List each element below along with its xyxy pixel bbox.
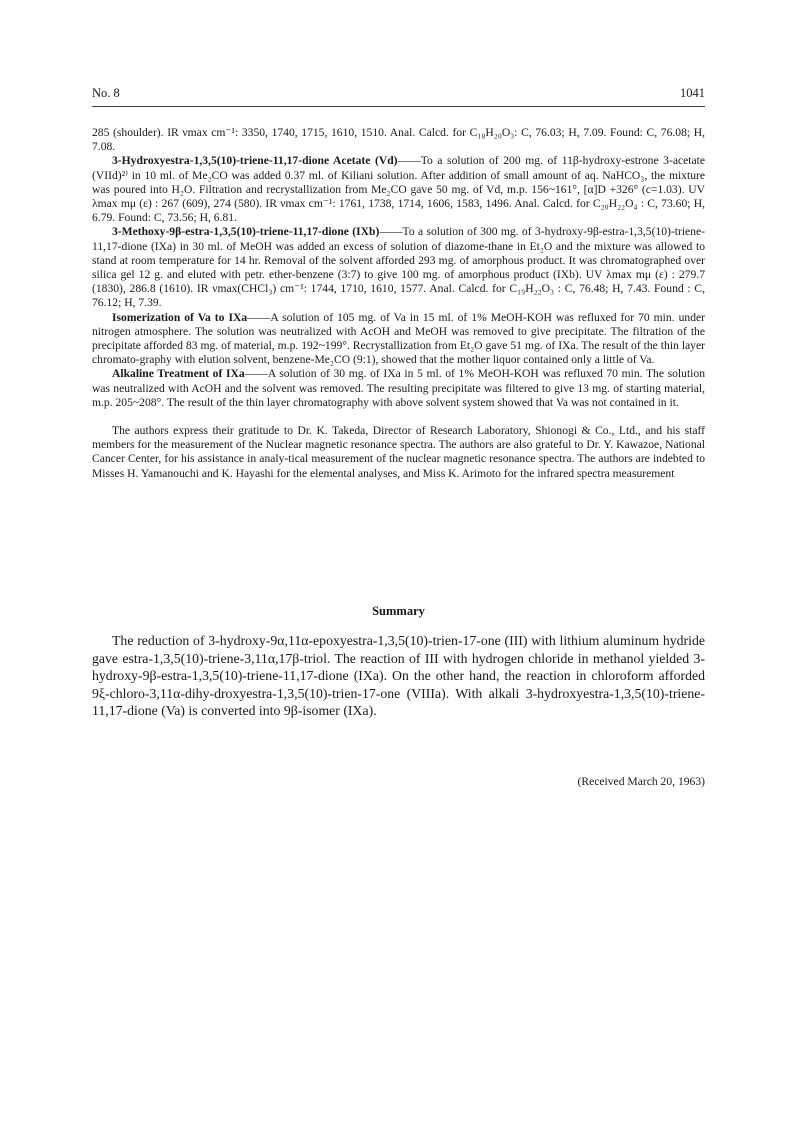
isomerization-body: ——A solution of 105 mg. of Va in 15 ml. of 1% MeOH-KOH was refluxed for 70 min. under nitrogen atmosphere. The solution was neutralized with AcOH and MeOH was removed to give precipitate. The filtration of the precipitate afforded 83 mg. of material, m.p. 192~199°. Recrystallization from Et₂O gave 51 mg. of IXa. The result of the thin layer chromato-graphy with elution solvent, benzene-Me₂CO (9:1), showed that the mother liquor contained only a little of Va.	[92, 310, 705, 367]
acknowledgements: The authors express their gratitude to Dr. K. Takeda, Director of Research Laboratory, Shionogi & Co., Ltd., and his staff members for the measurement of the Nuclear magnetic resonance spectra. The authors are also grateful to Dr. Y. Kawazoe, National Cancer Center, for his assistance in analy-tical measurement of the nuclear magnetic resonance spectra. The authors are indebted to Misses H. Yamanouchi and K. Hayashi for the elemental analyses, and Miss K. Arimoto for the infrared spectra measurement	[92, 424, 705, 480]
alkaline-body: ——A solution of 30 mg. of IXa in 5 ml. of 1% MeOH-KOH was refluxed 70 min. The solution was neutralized with AcOH and the solvent was removed. The resulting precipitate was filtered to give 13 mg. of starting material, m.p. 205~208°. The result of the thin layer chromatography with above solvent system showed that Va was not contained in it.	[92, 367, 705, 409]
paragraph-ixb	[92, 225, 705, 310]
paragraph-vd-body: ——To a solution of 200 mg. of 11β-hydroxy-estrone 3-acetate (VIId)²⁾ in 10 ml. of Me₂CO was added 0.37 ml. of Kiliani solution. After addition of small amount of aq. NaHCO₃, the mixture was poured into H₂O. Filtration and recrystallization from Me₂CO gave 50 mg. of Vd, m.p. 156~161°, [α]D +326° (c=1.03). UV λmax mμ (ε) : 267 (609), 274 (580). IR νmax cm⁻¹: 1761, 1738, 1714, 1606, 1583, 1496. Anal. Calcd. for C₂₀H₂₂O₄ : C, 73.60; H, 6.79. Found: C, 73.56; H, 6.81.	[92, 154, 706, 225]
header-rule	[92, 106, 705, 107]
page-number: 1041	[680, 86, 705, 100]
compound-title-ixb: 3-Methoxy-9β-estra-1,3,5(10)-triene-11,17-dione (IXb)	[112, 225, 380, 239]
paragraph-1: 285 (shoulder). IR νmax cm⁻¹: 3350, 1740, 1715, 1610, 1510. Anal. Calcd. for C₁₈H₂₀O₃: C, 76.03; H, 7.09. Found: C, 76.08; H, 7.08.	[92, 126, 705, 154]
summary-title: Summary	[372, 604, 425, 618]
isomerization-title: Isomerization of Va to IXa	[112, 310, 248, 324]
summary-paragraph: The reduction of 3-hydroxy-9α,11α-epoxyestra-1,3,5(10)-trien-17-one (III) with lithium aluminum hydride gave estra-1,3,5(10)-triene-3,11α,17β-triol. The reaction of III with hydrogen chloride in methanol yielded 3-hydroxy-9β-estra-1,3,5(10)-triene-11,17-dione (IXa). On the other hand, the reaction in chloroform afforded 9ξ-chloro-3,11α-dihy-droxyestra-1,3,5(10)-trien-17-one (VIIIa). With alkali 3-hydroxyestra-1,3,5(10)-triene-11,17-dione (Va) is converted into 9β-isomer (IXa).	[92, 633, 705, 719]
paragraph-isomerization	[92, 311, 705, 368]
received-date: (Received March 20, 1963)	[577, 775, 705, 788]
journal-number: No. 8	[92, 86, 120, 100]
page-header	[92, 86, 705, 104]
paragraph-vd	[92, 154, 705, 225]
experimental-section	[92, 126, 705, 481]
alkaline-title: Alkaline Treatment of IXa	[112, 367, 245, 381]
paragraph-ixb-body: ——To a solution of 300 mg. of 3-hydroxy-9β-estra-1,3,5(10)-triene-11,17-dione (IXa) in 30 ml. of MeOH was added an excess of solution of diazome-thane in Et₂O and the mixture was allowed to stand at room temperature for 14 hr. Removal of the solvent afforded 293 mg. of amorphous product. It was chromatographed over silica gel 12 g. and eluted with petr. ether-benzene (3:7) to give 100 mg. of amorphous product (IXb). UV λmax mμ (ε) : 279.7 (1830), 286.8 (1610). IR νmax(CHCl₃) cm⁻¹: 1744, 1710, 1610, 1577. Anal. Calcd. for C₁₉H₂₂O₃ : C, 76.48; H, 7.43. Found : C, 76.12; H, 7.39.	[92, 225, 706, 310]
summary-text	[92, 632, 705, 720]
compound-title-vd: 3-Hydroxyestra-1,3,5(10)-triene-11,17-dione Acetate (Vd)	[112, 154, 398, 168]
paragraph-alkaline	[92, 367, 705, 410]
